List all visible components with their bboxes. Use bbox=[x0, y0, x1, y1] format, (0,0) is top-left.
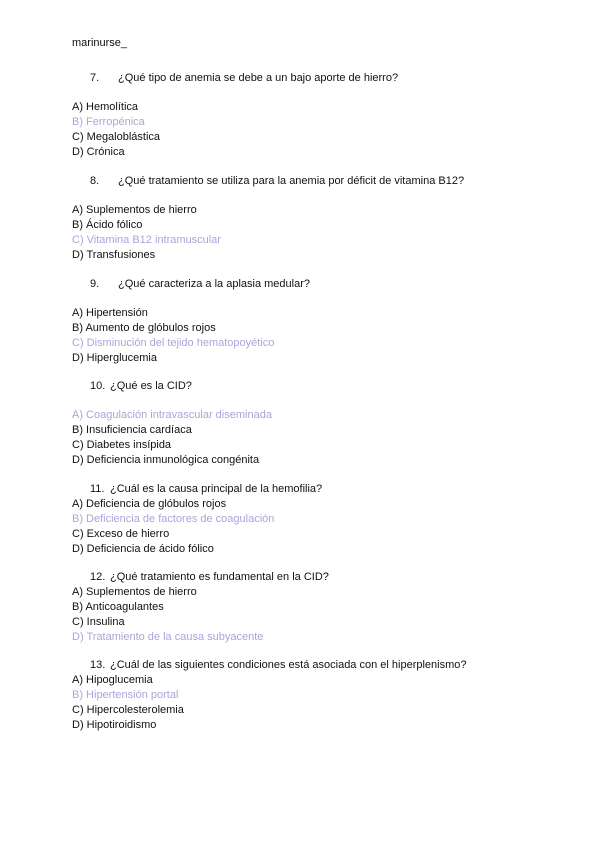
question-number: 12. bbox=[90, 571, 106, 583]
question-text: ¿Cuál es la causa principal de la hemofilia? bbox=[110, 483, 323, 495]
answer-option-d: D) Hiperglucemia bbox=[72, 352, 157, 364]
answer-option-b: B) Aumento de glóbulos rojos bbox=[72, 322, 216, 334]
answer-option-c: C) Vitamina B12 intramuscular bbox=[72, 234, 221, 246]
answer-option-b: B) Anticoagulantes bbox=[72, 601, 164, 613]
question-block bbox=[72, 658, 572, 733]
question-title bbox=[72, 482, 572, 497]
answer-option-d: D) Deficiencia de ácido fólico bbox=[72, 543, 214, 555]
question-block bbox=[72, 482, 572, 557]
question-number: 9. bbox=[90, 278, 100, 290]
author-label: marinurse_ bbox=[72, 37, 128, 49]
answer-option-a: A) Hemolítica bbox=[72, 101, 139, 113]
answer-option-b: B) Hipertensión portal bbox=[72, 689, 179, 701]
question-title bbox=[72, 174, 572, 189]
question-text: ¿Qué es la CID? bbox=[110, 380, 192, 392]
question-title bbox=[72, 570, 572, 585]
question-number: 13. bbox=[90, 659, 106, 671]
answer-option-d: D) Deficiencia inmunológica congénita bbox=[72, 454, 260, 466]
answer-option-b: B) Ácido fólico bbox=[72, 219, 143, 231]
answer-option-c: C) Disminución del tejido hematopoyético bbox=[72, 337, 275, 349]
answer-option-a: A) Hipoglucemia bbox=[72, 674, 153, 686]
question-title bbox=[72, 71, 572, 86]
answer-option-b: B) Ferropénica bbox=[72, 116, 145, 128]
answer-option-c: C) Diabetes insípida bbox=[72, 439, 172, 451]
answer-option-a: A) Suplementos de hierro bbox=[72, 586, 197, 598]
answer-option-c: C) Exceso de hierro bbox=[72, 528, 170, 540]
answer-option-a: A) Suplementos de hierro bbox=[72, 204, 197, 216]
answer-option-c: C) Hipercolesterolemia bbox=[72, 704, 184, 716]
question-block bbox=[72, 570, 572, 645]
answer-option-a: A) Deficiencia de glóbulos rojos bbox=[72, 498, 227, 510]
answer-option-d: D) Hipotiroidismo bbox=[72, 719, 157, 731]
question-number: 10. bbox=[90, 380, 106, 392]
question-block bbox=[72, 277, 572, 366]
question-text: ¿Qué tratamiento es fundamental en la CID? bbox=[110, 571, 329, 583]
answer-option-d: D) Transfusiones bbox=[72, 249, 156, 261]
answer-option-c: C) Megaloblástica bbox=[72, 131, 161, 143]
question-block bbox=[72, 379, 572, 468]
answer-option-d: D) Tratamiento de la causa subyacente bbox=[72, 631, 264, 643]
answer-option-b: B) Insuficiencia cardíaca bbox=[72, 424, 192, 436]
answer-option-a: A) Hipertensión bbox=[72, 307, 148, 319]
question-title bbox=[72, 658, 572, 673]
question-text: ¿Qué tratamiento se utiliza para la anemia por déficit de vitamina B12? bbox=[118, 175, 465, 187]
question-text: ¿Cuál de las siguientes condiciones está asociada con el hiperplenismo? bbox=[110, 659, 467, 671]
answer-option-a: A) Coagulación intravascular diseminada bbox=[72, 409, 272, 421]
question-block bbox=[72, 71, 572, 160]
question-text: ¿Qué caracteriza a la aplasia medular? bbox=[118, 278, 310, 290]
question-title bbox=[72, 379, 572, 394]
question-number: 8. bbox=[90, 175, 100, 187]
question-block bbox=[72, 174, 572, 263]
answer-option-b: B) Deficiencia de factores de coagulación bbox=[72, 513, 275, 525]
question-text: ¿Qué tipo de anemia se debe a un bajo aporte de hierro? bbox=[118, 72, 399, 84]
answer-option-d: D) Crónica bbox=[72, 146, 125, 158]
answer-option-c: C) Insulina bbox=[72, 616, 125, 628]
question-title bbox=[72, 277, 572, 292]
question-number: 11. bbox=[90, 483, 105, 495]
question-number: 7. bbox=[90, 72, 100, 84]
